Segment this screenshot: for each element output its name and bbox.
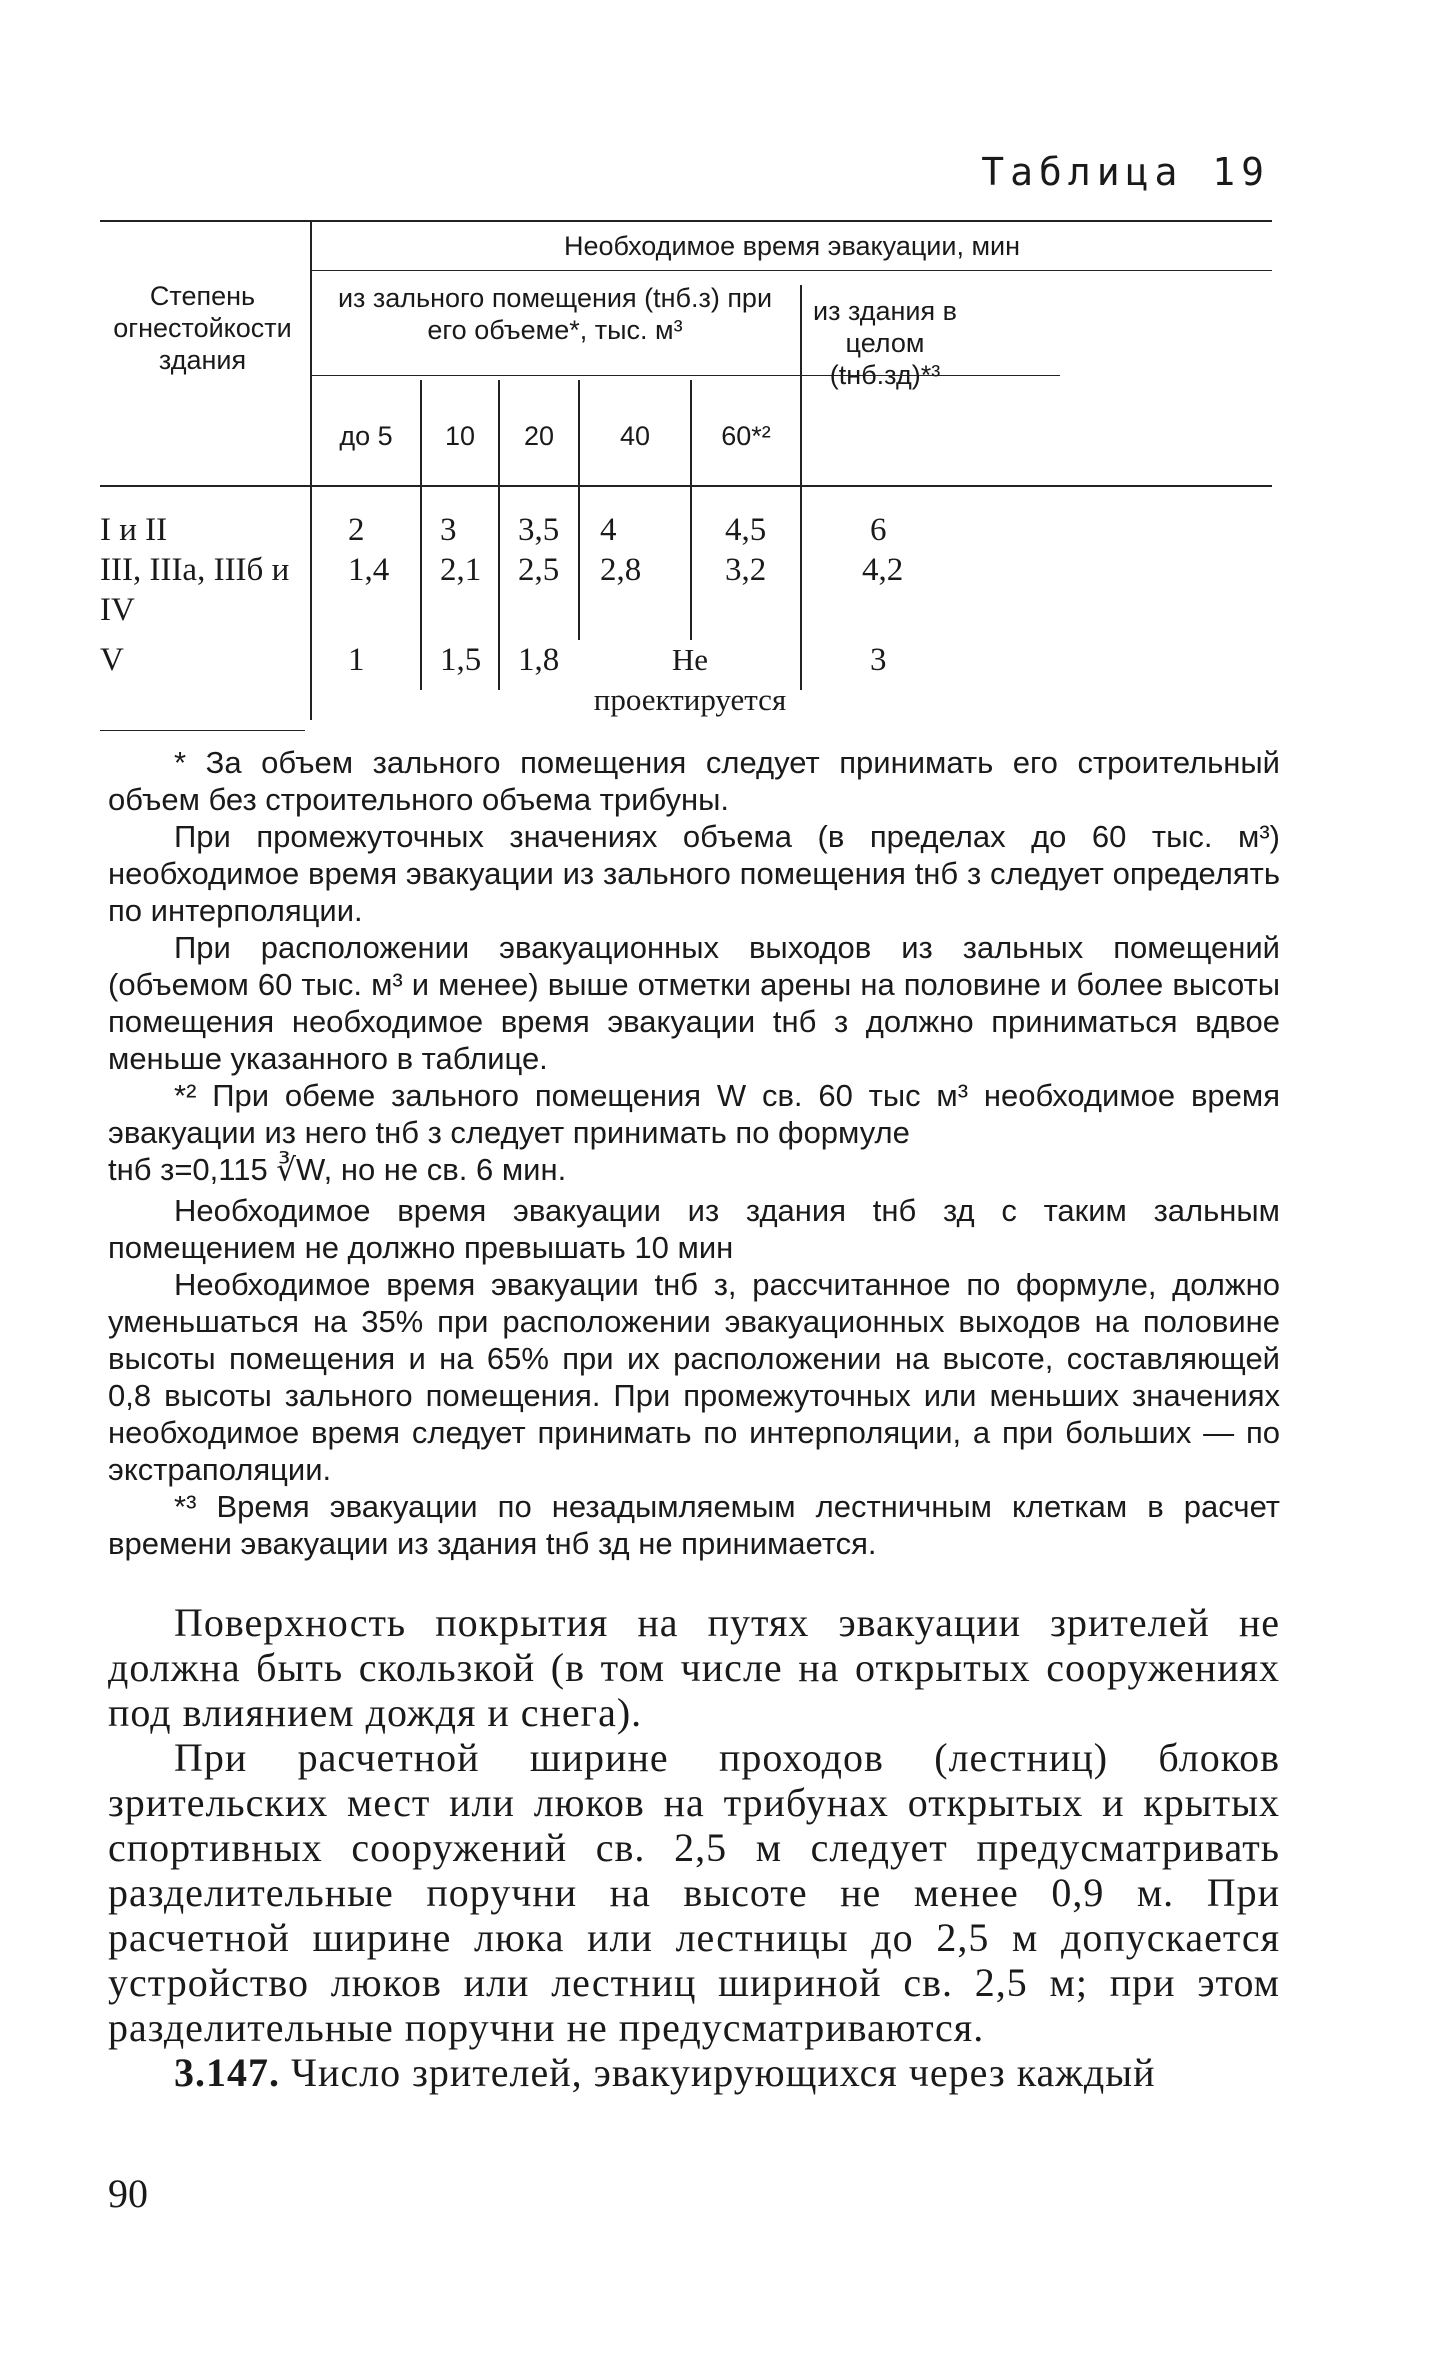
header-bottom-rule xyxy=(100,485,1272,487)
degree-header: Степень огнестойкости здания xyxy=(113,281,292,375)
footnote: Необходимое время эвакуации tнб з, рассчитанное по формуле, должно уменьшаться на 35% при расположении эвакуационных выходов на половине высоты помещения и на 65% при их расположении на высоте, составляющей 0,8 высоты зального помещения. При промежуточных или меньших значениях необходимое время следует принимать по интерполяции, а при больших — по экстраполяции. xyxy=(108,1267,1280,1487)
group-rule xyxy=(312,270,1272,271)
footnote-rule xyxy=(100,730,305,731)
page-number: 90 xyxy=(108,2171,148,2216)
value-cell: 2,8 xyxy=(600,552,642,588)
paragraph: Поверхность покрытия на путях эвакуации зрителей не должна быть скользкой (в том числе на открытых сооружениях под влиянием дождя и снега). xyxy=(108,1600,1280,1735)
building-header: из здания в целом (tнб.зд)*³ xyxy=(813,296,957,390)
value-cell: 2,1 xyxy=(440,552,482,588)
value-cell: 3,2 xyxy=(725,552,767,588)
footnote: *² При обеме зального помещения W св. 60 тыс м³ необходимое время эвакуации из него tнб з следует принимать по формуле xyxy=(108,1078,1280,1150)
degree-cell: III, IIIа, IIIб и IV xyxy=(100,552,290,628)
table-footnotes xyxy=(108,744,1280,1562)
value-cell: 2,5 xyxy=(518,552,560,588)
footnote: *³ Время эвакуации по незадымляемым лестничным клеткам в расчет времени эвакуации из здания tнб зд не принимается. xyxy=(108,1489,1280,1561)
value-cell: 3 xyxy=(440,512,457,548)
merged-cell: Не проектируется xyxy=(593,642,787,717)
volume-header: 40 xyxy=(619,421,651,451)
clause-number: 3.147. xyxy=(174,2050,280,2095)
footnote: Необходимое время эвакуации из здания tнб зд с таким зальным помещением не должно превышать 10 мин xyxy=(108,1193,1280,1265)
value-cell: 4 xyxy=(600,512,617,548)
col-divider xyxy=(310,220,312,720)
volume-header: 20 xyxy=(523,421,555,451)
degree-cell: V xyxy=(100,642,124,678)
col-divider xyxy=(690,380,692,640)
evacuation-time-table xyxy=(100,220,1272,740)
paragraph-text: Число зрителей, эвакуирующихся через каждый xyxy=(291,2050,1156,2095)
hall-header: из зального помещения (tнб.з) при его объеме*, тыс. м³ xyxy=(337,283,773,345)
volume-header: 60*² xyxy=(721,421,771,451)
table-title: Таблица 19 xyxy=(981,150,1270,194)
group-header: Необходимое время эвакуации, мин xyxy=(563,231,1021,261)
building-cell: 3 xyxy=(870,642,887,678)
col-divider xyxy=(578,380,580,640)
volume-header: до 5 xyxy=(339,421,393,451)
footnote: При промежуточных значениях объема (в пределах до 60 тыс. м³) необходимое время эвакуации из зального помещения tнб з следует определять по интерполяции. xyxy=(108,819,1280,928)
volume-header: 10 xyxy=(444,421,476,451)
value-cell: 4,5 xyxy=(725,512,767,548)
value-cell: 1,8 xyxy=(518,642,560,678)
footnote: * За объем зального помещения следует принимать его строительный объем без строительного объема трибуны. xyxy=(108,745,1280,817)
value-cell: 1 xyxy=(348,642,365,678)
value-cell: 2 xyxy=(348,512,365,548)
degree-cell: I и II xyxy=(100,512,168,548)
paragraph xyxy=(108,2050,1280,2095)
body-text xyxy=(108,1600,1280,2095)
table-top-rule xyxy=(100,220,1272,222)
col-divider xyxy=(800,285,802,690)
formula: tнб з=0,115 ∛W, но не св. 6 мин. xyxy=(108,1152,567,1187)
value-cell: 1,5 xyxy=(440,642,482,678)
value-cell: 3,5 xyxy=(518,512,560,548)
value-cell: 1,4 xyxy=(348,552,390,588)
building-cell: 6 xyxy=(870,512,887,548)
footnote: При расположении эвакуационных выходов из зальных помещений (объемом 60 тыс. м³ и менее) выше отметки арены на половине и более высоты помещения необходимое время эвакуации tнб з должно приниматься вдвое меньше указанного в таблице. xyxy=(108,930,1280,1076)
paragraph: При расчетной ширине проходов (лестниц) блоков зрительских мест или люков на трибунах открытых и крытых спортивных сооружений св. 2,5 м следует предусматривать разделительные поручни на высоте не менее 0,9 м. При расчетной ширине люка или лестницы до 2,5 м допускается устройство люков или лестниц шириной св. 2,5 м; при этом разделительные поручни не предусматриваются. xyxy=(108,1735,1280,2050)
building-cell: 4,2 xyxy=(862,552,904,588)
